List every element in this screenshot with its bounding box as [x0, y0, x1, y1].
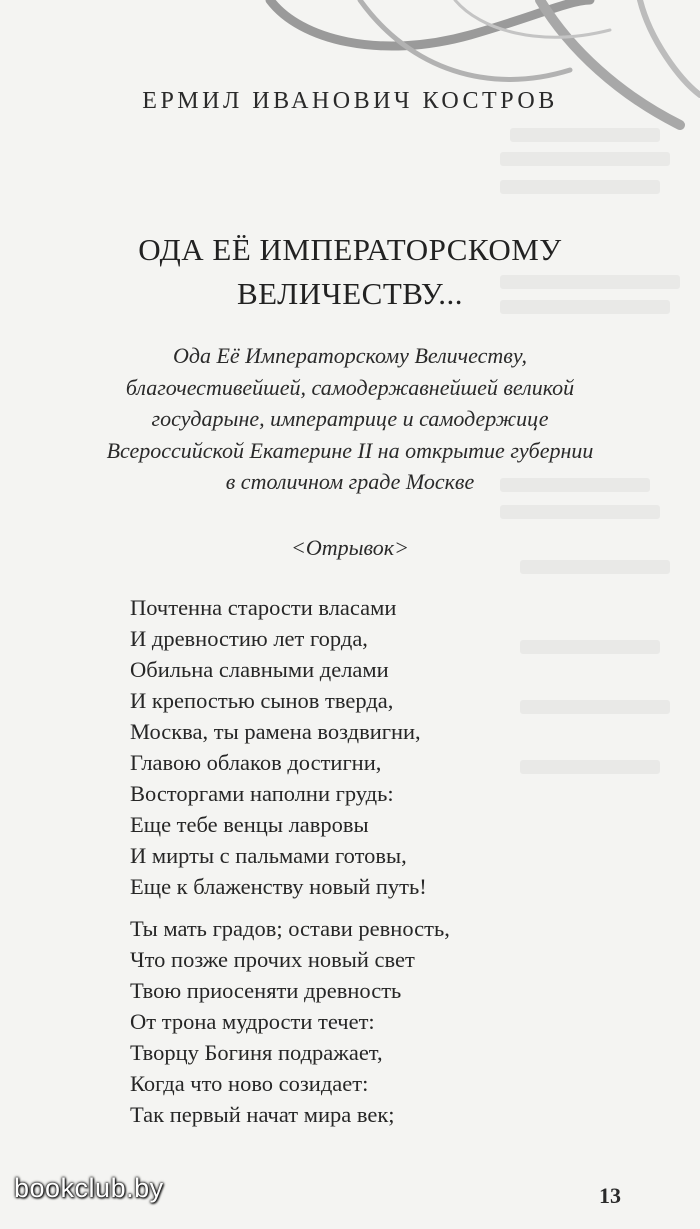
ode-title: [0, 228, 700, 316]
poem-line: Москва, ты рамена воздвигни,: [130, 719, 421, 744]
poem-line: И мирты с пальмами готовы,: [130, 843, 407, 868]
title-line: ВЕЛИЧЕСТВУ...: [236, 276, 464, 311]
poem-line: Ты мать градов; остави ревность,: [130, 916, 450, 941]
page-number: 13: [599, 1183, 621, 1208]
poem-line: Главою облаков достигни,: [130, 750, 382, 775]
title-line: ОДА ЕЁ ИМПЕРАТОРСКОМУ: [138, 232, 562, 267]
poem-line: Восторгами наполни грудь:: [130, 781, 394, 806]
site-watermark: bookclub.by: [14, 1173, 164, 1203]
poem-line: И крепостью сынов тверда,: [130, 688, 394, 713]
poem-line: Что позже прочих новый свет: [130, 947, 415, 972]
stanza-1: [130, 592, 650, 902]
swirl-ornament: [240, 0, 700, 150]
ode-subtitle: [30, 340, 670, 498]
subtitle-line: Ода Её Императорскому Величеству,: [172, 343, 528, 368]
poem-line: Твою приосеняти древность: [130, 978, 402, 1003]
subtitle-line: государыне, императрице и самодержице: [151, 406, 549, 431]
poem-line: Обильна славными делами: [130, 657, 389, 682]
poem-line: Еще тебе венцы лавровы: [130, 812, 369, 837]
poem-line: От трона мудрости течет:: [130, 1009, 375, 1034]
poem-line: И древностию лет горда,: [130, 626, 368, 651]
subtitle-line: в столичном граде Москве: [225, 469, 475, 494]
poem-line: Почтенна старости власами: [130, 595, 397, 620]
stanza-2: [130, 913, 650, 1130]
excerpt-label: <Отрывок>: [291, 535, 409, 560]
subtitle-line: благочестивейшей, самодержавнейшей великой: [125, 374, 575, 400]
poem-line: Еще к блаженству новый путь!: [130, 874, 427, 899]
subtitle-line: Всероссийской Екатерине II на открытие губернии: [106, 437, 594, 463]
poem-line: Так первый начат мира век;: [130, 1102, 395, 1127]
poem-line: Когда что ново созидает:: [130, 1071, 369, 1096]
author-name: ЕРМИЛ ИВАНОВИЧ КОСТРОВ: [142, 88, 558, 114]
poem-line: Творцу Богиня подражает,: [130, 1040, 383, 1065]
